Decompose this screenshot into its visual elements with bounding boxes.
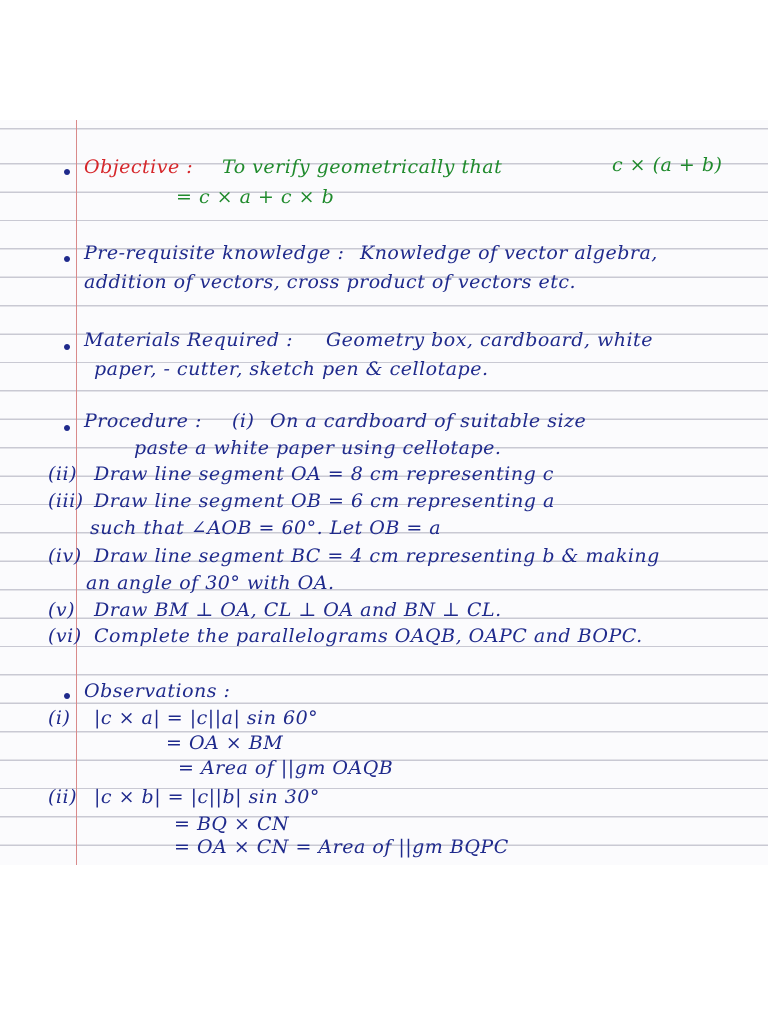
procedure-step-4-cont: an angle of 30° with OA.: [86, 572, 335, 594]
objective-rhs: = c × a + c × b: [176, 186, 335, 208]
procedure-step-6-num: (vi): [48, 625, 82, 647]
procedure-step-2-num: (ii): [48, 463, 77, 485]
procedure-step-1-text: On a cardboard of suitable size: [270, 410, 587, 432]
procedure-step-5-text: Draw BM ⊥ OA, CL ⊥ OA and BN ⊥ CL.: [94, 599, 502, 621]
procedure-step-3-cont: such that ∠AOB = 60°. Let OB = a: [90, 517, 442, 539]
bullet-materials: [64, 344, 70, 350]
procedure-label: Procedure :: [84, 410, 202, 432]
procedure-step-3-num: (iii): [48, 490, 84, 512]
procedure-step-1-num: (i): [232, 410, 255, 432]
observations-label: Observations :: [84, 680, 231, 702]
observation-2-line3: = OA × CN = Area of ||gm BQPC: [174, 836, 509, 858]
objective-lhs: c × (a + b): [612, 154, 723, 176]
objective-label: Objective :: [84, 156, 194, 178]
procedure-step-5-num: (v): [48, 599, 76, 621]
observation-2-line1: |c × b| = |c||b| sin 30°: [94, 786, 320, 808]
observation-1-line1: |c × a| = |c||a| sin 60°: [94, 707, 319, 729]
materials-line2: paper, - cutter, sketch pen & cellotape.: [94, 358, 489, 380]
observation-1-num: (i): [48, 707, 71, 729]
prerequisite-line1: Knowledge of vector algebra,: [360, 242, 658, 264]
observation-2-num: (ii): [48, 786, 77, 808]
bullet-procedure: [64, 425, 70, 431]
notebook-page: [0, 120, 768, 865]
materials-line1: Geometry box, cardboard, white: [326, 329, 653, 351]
procedure-step-1-cont: paste a white paper using cellotape.: [134, 437, 502, 459]
prerequisite-label: Pre-requisite knowledge :: [84, 242, 345, 264]
objective-text: To verify geometrically that: [222, 156, 503, 178]
observation-1-line3: = Area of ||gm OAQB: [178, 757, 394, 779]
observation-2-line2: = BQ × CN: [174, 813, 290, 835]
observation-1-line2: = OA × BM: [166, 732, 284, 754]
prerequisite-line2: addition of vectors, cross product of vectors etc.: [84, 271, 577, 293]
procedure-step-3-text: Draw line segment OB = 6 cm representing a: [94, 490, 555, 512]
procedure-step-4-num: (iv): [48, 545, 82, 567]
procedure-step-4-text: Draw line segment BC = 4 cm representing b & making: [94, 545, 660, 567]
procedure-step-2-text: Draw line segment OA = 8 cm representing c: [94, 463, 554, 485]
procedure-step-6-text: Complete the parallelograms OAQB, OAPC and BOPC.: [94, 625, 643, 647]
bullet-prerequisite: [64, 256, 70, 262]
materials-label: Materials Required :: [84, 329, 293, 351]
bullet-objective: [64, 169, 70, 175]
bullet-observations: [64, 693, 70, 699]
